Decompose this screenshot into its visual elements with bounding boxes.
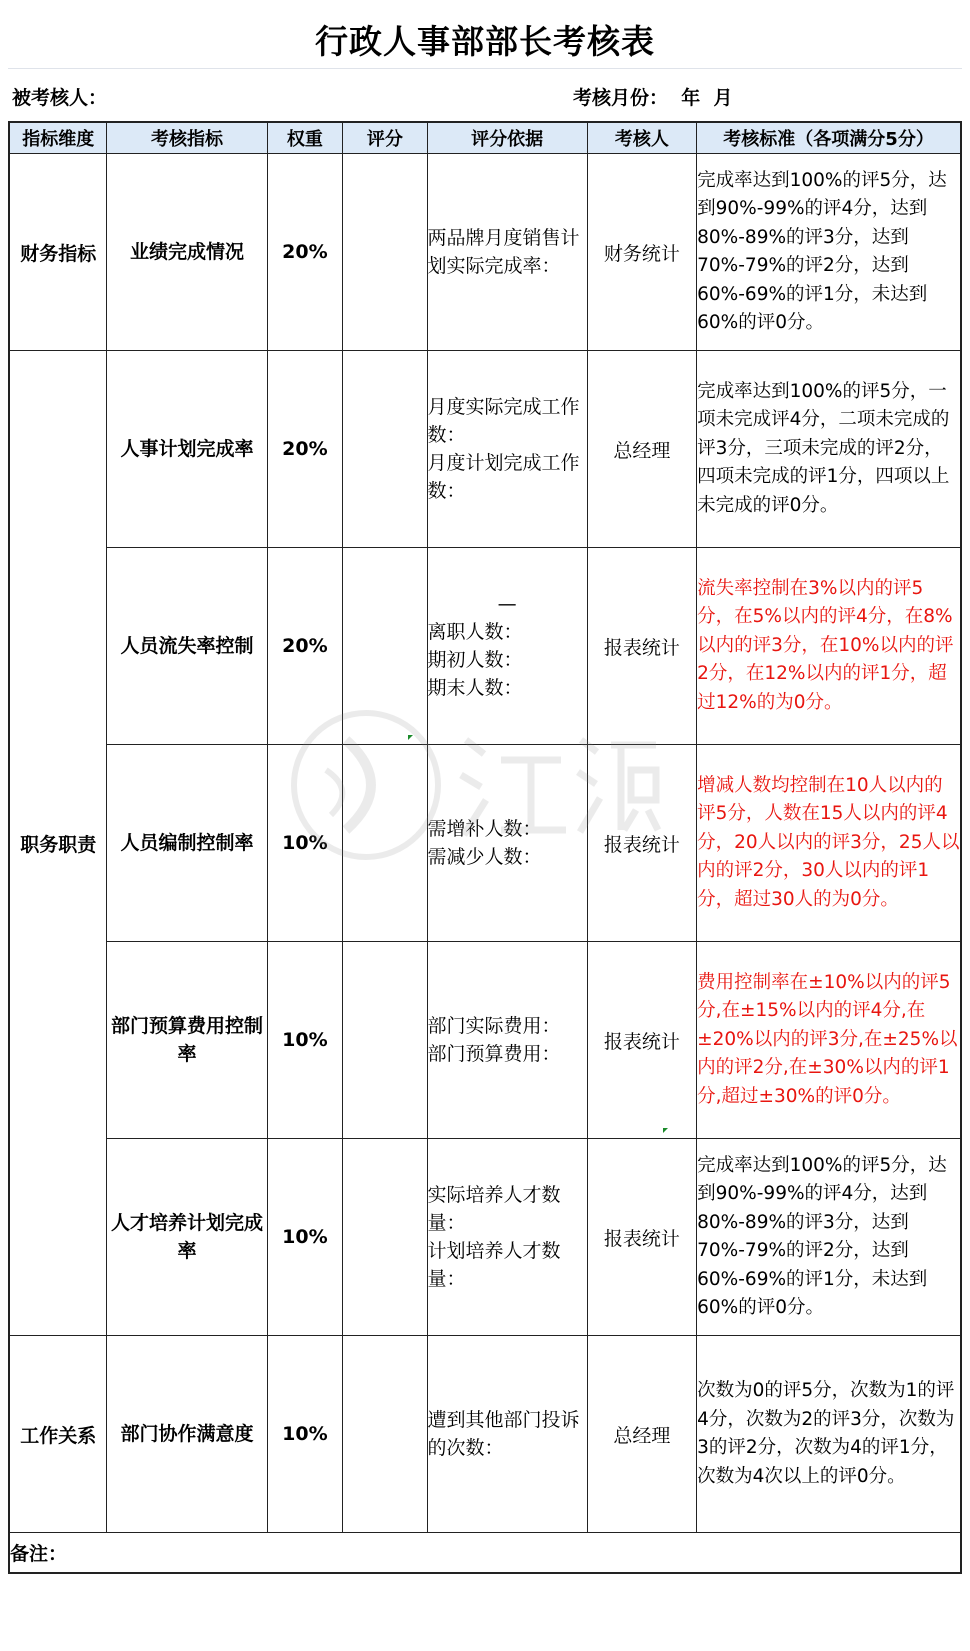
standard-cell: 增减人数均控制在10人以内的评5分，人数在15人以内的评4分，20人以内的评3分，25人以内的评2分，30人以内的评1分，超过30人的为0分。	[697, 745, 961, 942]
weight-cell: 10%	[267, 1139, 343, 1336]
dimension-relations: 工作关系	[9, 1336, 107, 1533]
month-label: 考核月份：	[573, 87, 669, 109]
weight-cell: 10%	[267, 745, 343, 942]
basis-line: 期末人数：	[427, 677, 523, 699]
table-row	[9, 351, 961, 548]
basis-line: 遭到其他部门投诉的次数：	[427, 1409, 580, 1459]
basis-cell	[427, 745, 587, 942]
header-standard: 考核标准（各项满分5分）	[697, 122, 961, 154]
note-row	[9, 1533, 961, 1573]
standard-cell: 完成率达到100%的评5分，一项未完成评4分，二项未完成的评3分，三项未完成的评2分，四项未完成的评1分，四项以上未完成的评0分。	[697, 351, 961, 548]
standard-cell: 完成率达到100%的评5分，达到90%-99%的评4分，达到80%-89%的评3分，达到70%-79%的评2分，达到60%-69%的评1分，未达到60%的评0分。	[697, 1139, 961, 1336]
basis-line: 部门实际费用：	[427, 1015, 561, 1037]
examinee-label: 被考核人：	[12, 87, 108, 109]
page-title: 行政人事部部长考核表	[315, 21, 655, 61]
weight-cell: 20%	[267, 351, 343, 548]
header-row	[9, 122, 961, 154]
reviewer-cell: 总经理	[587, 1336, 697, 1533]
basis-line: 月度实际完成工作数：	[427, 396, 580, 446]
header-dimension: 指标维度	[9, 122, 107, 154]
header-reviewer: 考核人	[587, 122, 697, 154]
cell-marker	[408, 735, 413, 740]
score-cell[interactable]	[343, 548, 427, 745]
reviewer-cell: 总经理	[587, 351, 697, 548]
cell-marker	[663, 1128, 668, 1133]
table-row	[9, 154, 961, 351]
table-row	[9, 942, 961, 1139]
header-basis: 评分依据	[427, 122, 587, 154]
score-cell[interactable]	[343, 745, 427, 942]
assessment-table	[8, 121, 962, 1574]
header-score: 评分	[343, 122, 427, 154]
weight-cell: 20%	[267, 154, 343, 351]
basis-line: 离职人数：	[427, 621, 523, 643]
reviewer-cell: 报表统计	[587, 745, 697, 942]
kpi-cell: 部门预算费用控制率	[107, 942, 267, 1139]
table-row	[9, 745, 961, 942]
header-kpi: 考核指标	[107, 122, 267, 154]
basis-dash: —	[497, 593, 517, 615]
reviewer-cell: 报表统计	[587, 942, 697, 1139]
table-row	[9, 548, 961, 745]
reviewer-cell: 报表统计	[587, 548, 697, 745]
kpi-cell: 部门协作满意度	[107, 1336, 267, 1533]
kpi-cell: 人员流失率控制	[107, 548, 267, 745]
basis-cell	[427, 548, 587, 745]
weight-cell: 10%	[267, 942, 343, 1139]
score-cell[interactable]	[343, 1336, 427, 1533]
standard-cell: 费用控制率在±10%以内的评5分,在±15%以内的评4分,在±20%以内的评3分,在±25%以内的评2分,在±30%以内的评1分,超过±30%的评0分。	[697, 942, 961, 1139]
reviewer-cell: 财务统计	[587, 154, 697, 351]
standard-cell: 次数为0的评5分，次数为1的评4分，次数为2的评3分，次数为3的评2分，次数为4的评1分，次数为4次以上的评0分。	[697, 1336, 961, 1533]
basis-cell	[427, 351, 587, 548]
basis-line: 期初人数：	[427, 649, 523, 671]
month-text: 月	[713, 87, 733, 109]
basis-cell	[427, 1139, 587, 1336]
score-cell[interactable]	[343, 1139, 427, 1336]
info-row	[8, 69, 962, 121]
basis-line: 需增补人数：	[427, 818, 542, 840]
note-label: 备注：	[9, 1533, 961, 1573]
basis-cell	[427, 1336, 587, 1533]
assessment-sheet	[8, 10, 962, 1574]
kpi-cell: 人员编制控制率	[107, 745, 267, 942]
basis-line: 需减少人数：	[427, 846, 542, 868]
month-field	[573, 83, 733, 110]
table-row	[9, 1336, 961, 1533]
year-text: 年	[681, 87, 701, 109]
basis-line: 部门预算费用：	[427, 1043, 561, 1065]
kpi-cell: 人才培养计划完成率	[107, 1139, 267, 1336]
kpi-cell: 业绩完成情况	[107, 154, 267, 351]
dimension-finance: 财务指标	[9, 154, 107, 351]
basis-cell	[427, 942, 587, 1139]
score-cell[interactable]	[343, 154, 427, 351]
kpi-cell: 人事计划完成率	[107, 351, 267, 548]
standard-cell: 流失率控制在3%以内的评5分，在5%以内的评4分，在8%以内的评3分，在10%以内的评2分，在12%以内的评1分，超过12%的为0分。	[697, 548, 961, 745]
basis-line: 计划培养人才数量：	[427, 1240, 561, 1290]
weight-cell: 20%	[267, 548, 343, 745]
weight-cell: 10%	[267, 1336, 343, 1533]
basis-line: 两品牌月度销售计划实际完成率：	[427, 227, 580, 277]
title-row	[8, 10, 962, 69]
header-weight: 权重	[267, 122, 343, 154]
dimension-duty: 职务职责	[9, 351, 107, 1336]
standard-cell: 完成率达到100%的评5分，达到90%-99%的评4分，达到80%-89%的评3分，达到70%-79%的评2分，达到60%-69%的评1分，未达到60%的评0分。	[697, 154, 961, 351]
score-cell[interactable]	[343, 351, 427, 548]
basis-cell	[427, 154, 587, 351]
reviewer-cell: 报表统计	[587, 1139, 697, 1336]
table-row	[9, 1139, 961, 1336]
score-cell[interactable]	[343, 942, 427, 1139]
basis-line: 实际培养人才数量：	[427, 1184, 561, 1234]
basis-line: 月度计划完成工作数：	[427, 452, 580, 502]
